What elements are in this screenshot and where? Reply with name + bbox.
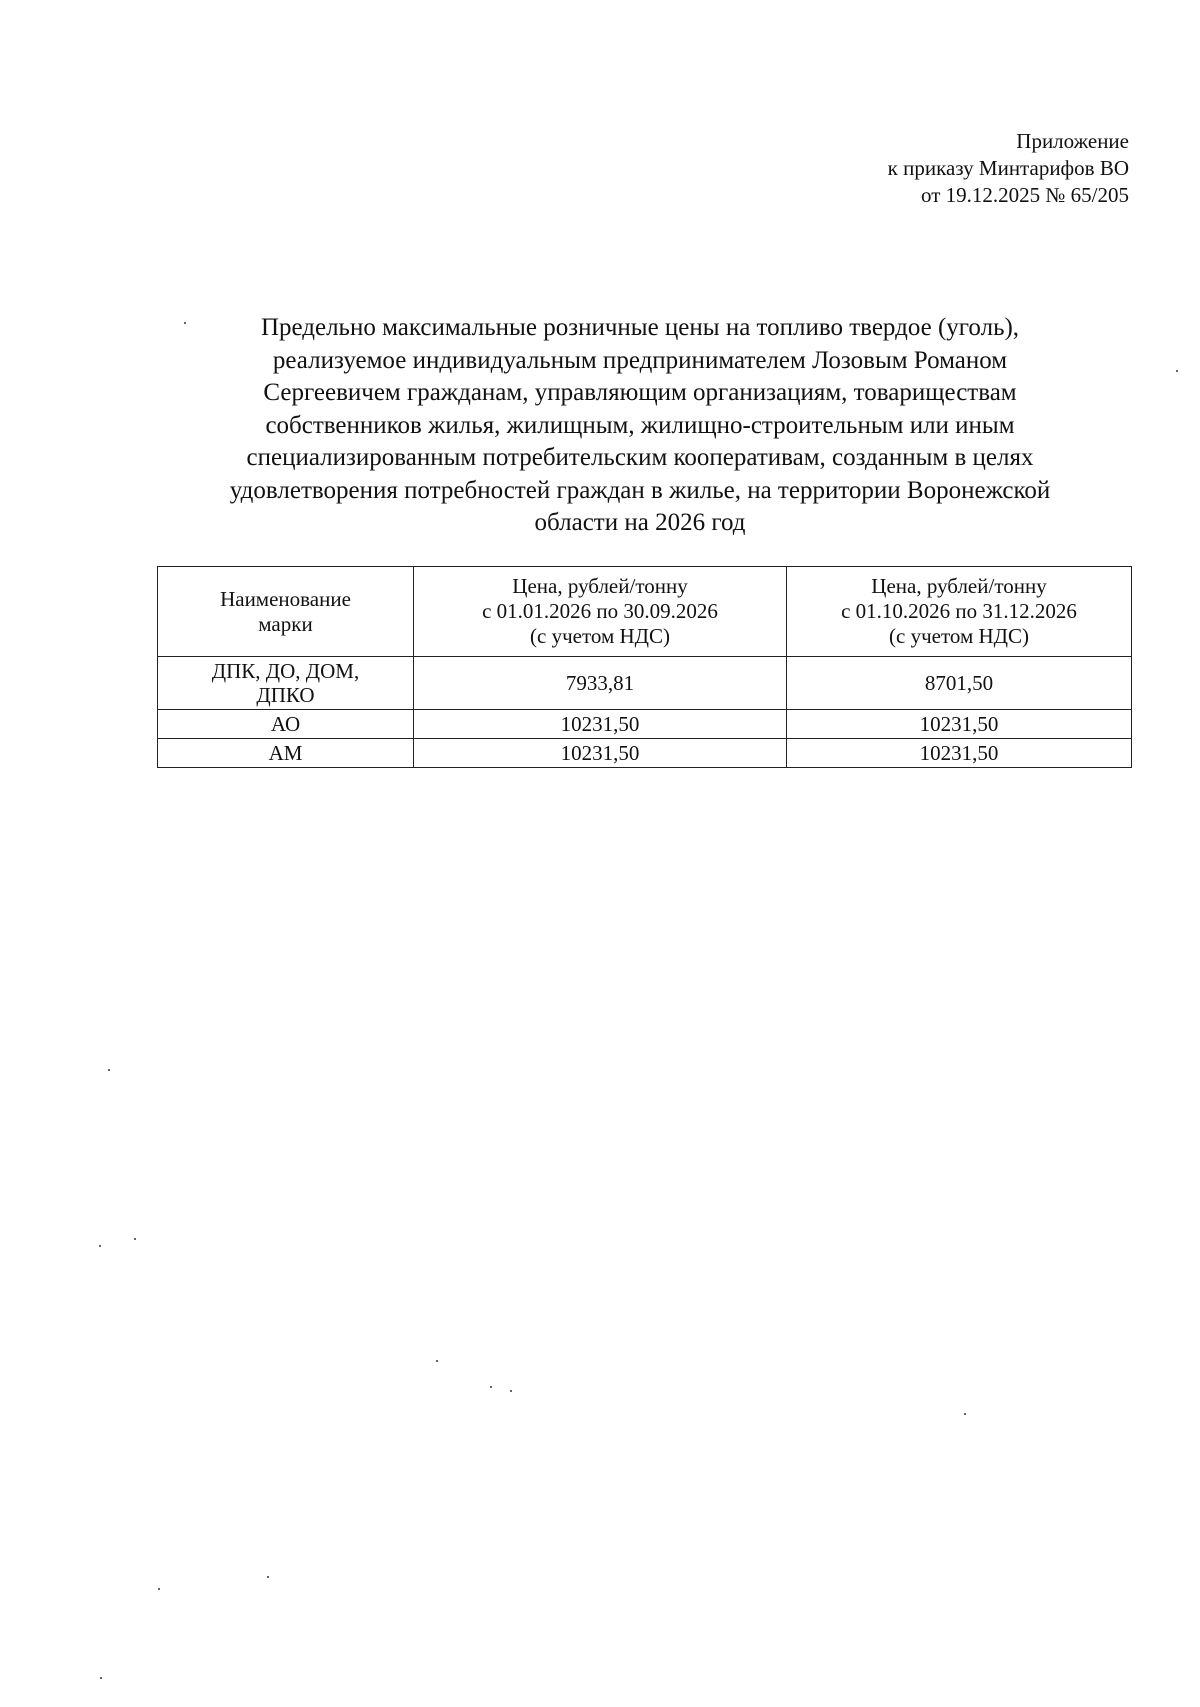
scan-speck [184, 322, 186, 324]
scan-speck [490, 1386, 492, 1388]
cell-price-period-1: 10231,50 [414, 710, 787, 739]
scan-speck [108, 1069, 110, 1071]
header-grade-name [158, 567, 414, 657]
scan-speck [436, 1360, 438, 1362]
title-line: собственников жилья, жилищным, жилищно-строительным или иным [265, 411, 1015, 439]
cell-text: ДПКО [256, 683, 315, 707]
scan-speck [99, 1245, 101, 1247]
scan-speck [1176, 370, 1178, 372]
title-line: удовлетворения потребностей граждан в жилье, на территории Воронежской [229, 476, 1051, 504]
scan-speck [267, 1576, 269, 1578]
cell-price-period-2: 8701,50 [787, 657, 1132, 710]
header-text: Цена, рублей/тонну [512, 574, 688, 598]
table-row [158, 739, 1132, 768]
scan-speck [158, 1588, 160, 1590]
title-line: области на 2026 год [534, 509, 746, 536]
scan-speck [964, 1413, 966, 1415]
table-row [158, 657, 1132, 710]
header-text: (с учетом НДС) [530, 624, 670, 648]
title-line: Сергеевичем гражданам, управляющим организациям, товариществам [263, 379, 1017, 406]
scan-speck [510, 1390, 512, 1392]
cell-grade-name: АМ [158, 739, 414, 768]
table-header-row [158, 567, 1132, 657]
header-text: Цена, рублей/тонну [871, 574, 1047, 598]
price-table [157, 566, 1132, 768]
cell-grade-name: АО [158, 710, 414, 739]
appendix-order-ref: к приказу Минтарифов ВО [887, 156, 1129, 180]
title-line: Предельно максимальные розничные цены на топливо твердое (уголь), [260, 314, 1020, 341]
appendix-block [888, 128, 1129, 209]
table-row [158, 710, 1132, 739]
header-text: с 01.10.2026 по 31.12.2026 [841, 599, 1077, 623]
appendix-order-date: от 19.12.2025 № 65/205 [920, 183, 1129, 207]
cell-price-period-1: 10231,50 [414, 739, 787, 768]
appendix-label: Приложение [1016, 129, 1129, 153]
header-text: Наименование [220, 586, 351, 611]
cell-price-period-2: 10231,50 [787, 739, 1132, 768]
header-price-period-2 [787, 567, 1132, 657]
scan-speck [100, 1677, 102, 1679]
title-line: реализуемое индивидуальным предпринимателем Лозовым Романом [272, 346, 1008, 374]
header-price-period-1 [414, 567, 787, 657]
scan-speck [134, 1238, 136, 1240]
cell-price-period-2: 10231,50 [787, 710, 1132, 739]
cell-text: ДПК, ДО, ДОМ, [211, 659, 360, 683]
cell-grade-name [158, 657, 414, 710]
cell-price-period-1: 7933,81 [414, 657, 787, 710]
header-text: марки [258, 611, 313, 636]
title-line: специализированным потребительским кооперативам, созданным в целях [246, 444, 1034, 471]
header-text: (с учетом НДС) [889, 624, 1029, 648]
document-title [170, 312, 1110, 540]
header-text: с 01.01.2026 по 30.09.2026 [482, 599, 718, 623]
